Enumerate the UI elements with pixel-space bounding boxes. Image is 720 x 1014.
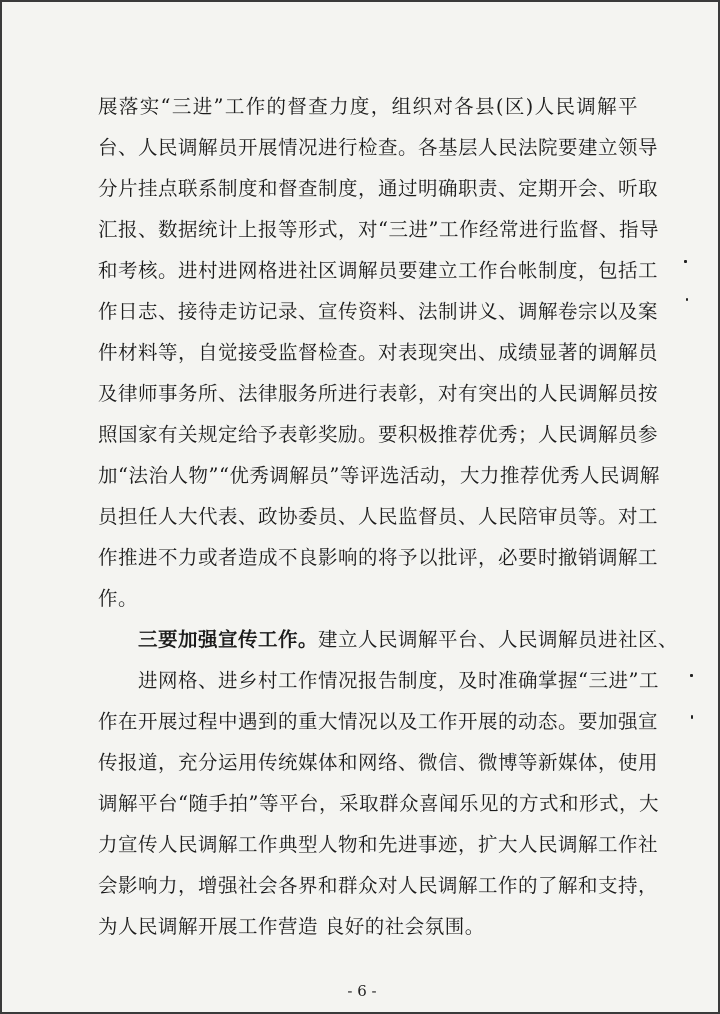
paragraph-1-line-9: 照国家有关规定给予表彰奖励。要积极推荐优秀；人民调解员参 <box>98 423 659 446</box>
scan-speck <box>691 715 693 719</box>
section-heading: 三要加强宣传工作。 <box>138 628 319 651</box>
paragraph-1-line-13: 作。 <box>98 587 139 610</box>
paragraph-1-line-1: 展落实“三进”工作的督查力度，组织对各县(区)人民调解平 <box>98 95 638 118</box>
paragraph-2-line-7: 会影响力，增强社会各界和群众对人民调解工作的了解和支持， <box>98 874 659 897</box>
paragraph-2-line-1 <box>138 627 679 653</box>
paragraph-2-line-3: 作在开展过程中遇到的重大情况以及工作开展的动态。要加强宣 <box>98 710 659 733</box>
paragraph-1-line-7: 件材料等，自觉接受监督检查。对表现突出、成绩显著的调解员 <box>98 341 659 364</box>
paragraph-2-line-4: 传报道，充分运用传统媒体和网络、微信、微博等新媒体，使用 <box>98 751 659 774</box>
scan-speck <box>686 298 688 301</box>
paragraph-2-line-2: 进网格、进乡村工作情况报告制度，及时准确掌握“三进”工 <box>138 669 659 692</box>
paragraph-1-line-8: 及律师事务所、法律服务所进行表彰，对有突出的人民调解员按 <box>98 382 659 405</box>
paragraph-1-line-12: 作推进不力或者造成不良影响的将予以批评，必要时撤销调解工 <box>98 546 659 569</box>
paragraph-2-line-6: 力宣传人民调解工作典型人物和先进事迹，扩大人民调解工作社 <box>98 833 659 856</box>
scan-speck <box>690 674 693 677</box>
page-number: - 6 - <box>347 982 377 1000</box>
paragraph-1-line-3: 分片挂点联系制度和督查制度，通过明确职责、定期开会、听取 <box>98 177 659 200</box>
paragraph-2-line-1-rest: 建立人民调解平台、人民调解员进社区、 <box>318 628 679 651</box>
paragraph-1-line-4: 汇报、数据统计上报等形式，对“三进”工作经常进行监督、指导 <box>98 218 659 241</box>
paragraph-1-line-2: 台、人民调解员开展情况进行检查。各基层人民法院要建立领导 <box>98 136 659 159</box>
paragraph-2-line-8: 为人民调解开展工作营造 良好的社会氛围。 <box>98 915 485 938</box>
paragraph-2-line-5: 调解平台“随手拍”等平台，采取群众喜闻乐见的方式和形式，大 <box>98 792 659 815</box>
paragraph-1-line-10: 加“法治人物”“优秀调解员”等评选活动，大力推荐优秀人民调解 <box>98 464 660 487</box>
paragraph-1-line-11: 员担任人大代表、政协委员、人民监督员、人民陪审员等。对工 <box>98 505 659 528</box>
scan-speck <box>684 260 687 263</box>
paragraph-1-line-6: 作日志、接待走访记录、宣传资料、法制讲义、调解卷宗以及案 <box>98 300 659 323</box>
paragraph-1-line-5: 和考核。进村进网格进社区调解员要建立工作台帐制度，包括工 <box>98 259 659 282</box>
